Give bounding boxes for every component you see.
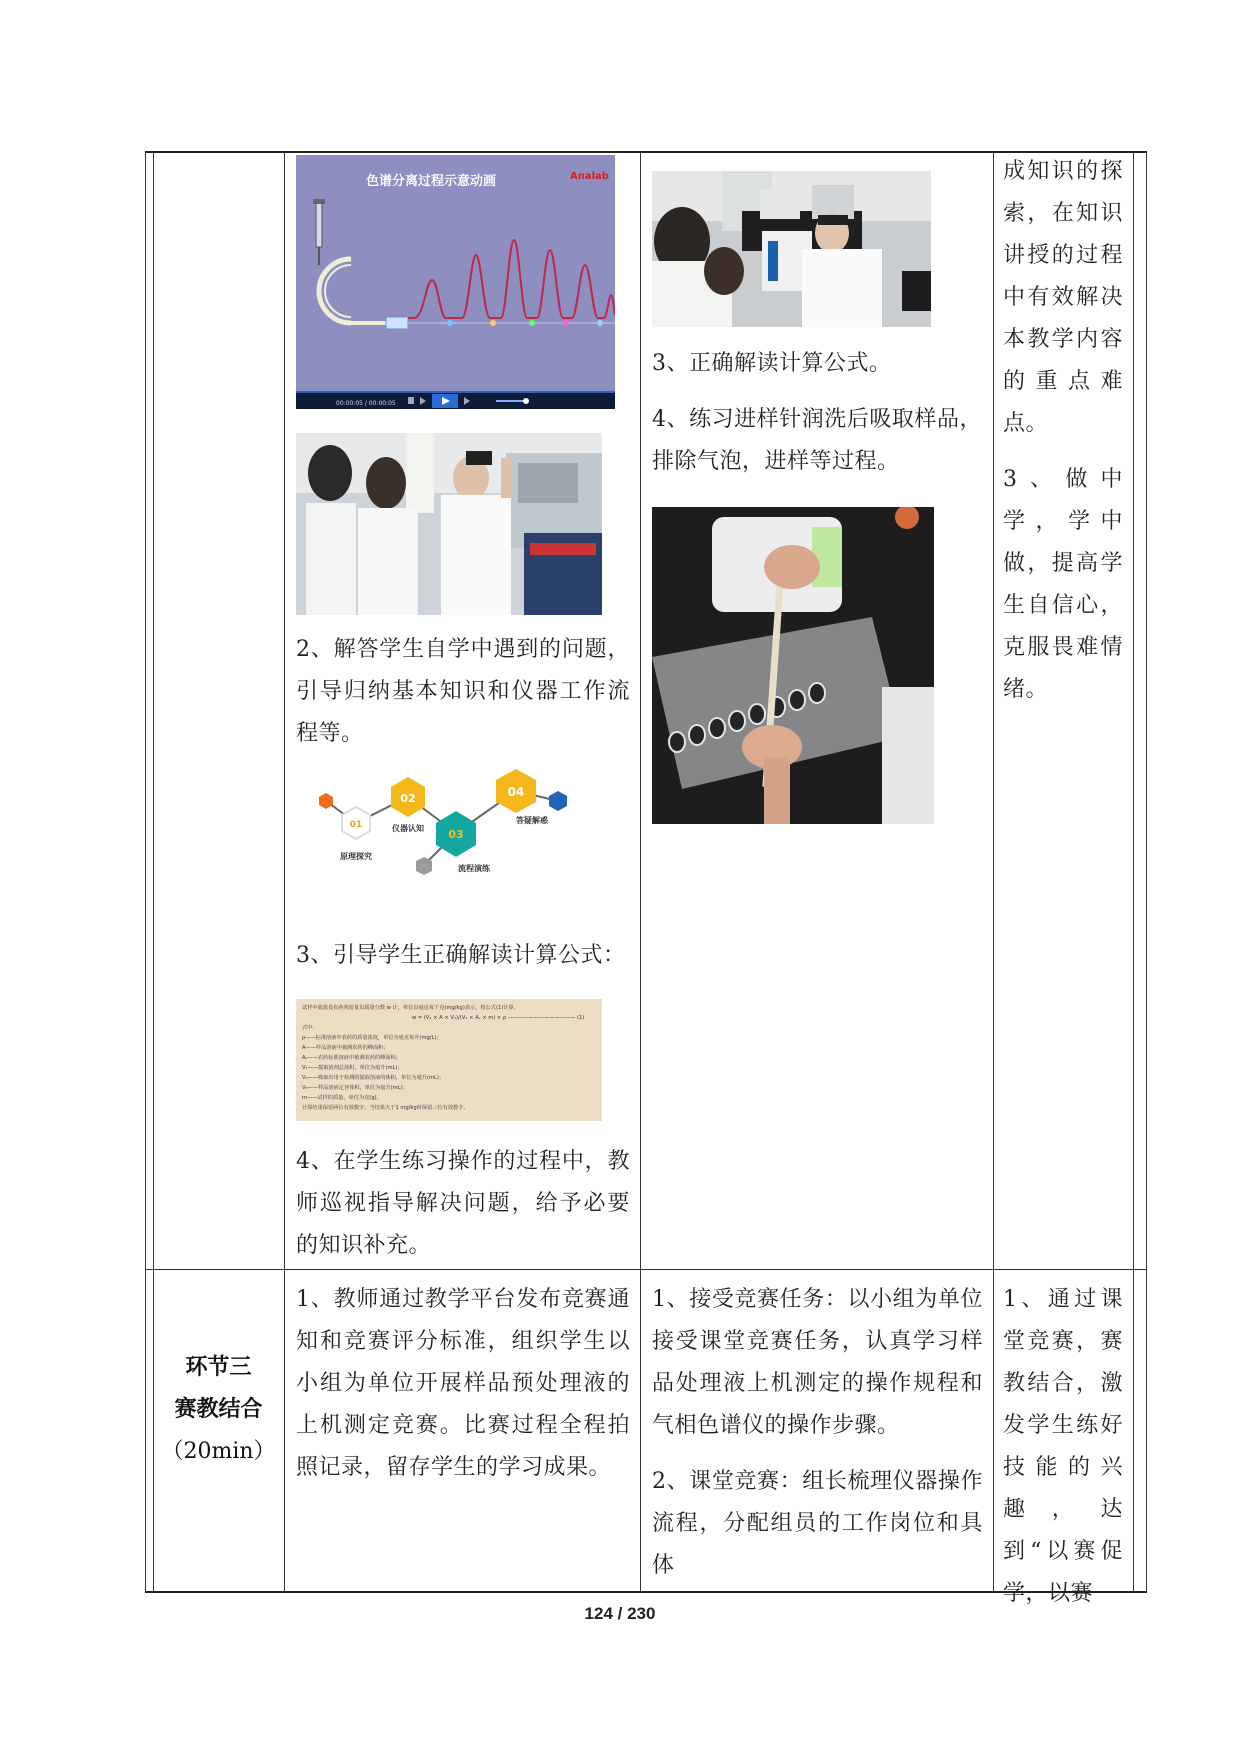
student-activity-cell	[640, 1279, 993, 1587]
paragraph: 1、通过课堂竞赛，赛教结合，激发学生练好技能的兴趣，达到“以赛促学，以赛	[1003, 1287, 1123, 1606]
formula-line: Aₛ——农药标准溶液中被测农药的峰面积；	[302, 1055, 401, 1061]
paragraph: 3、做中学，学中做，提高学生自信心，克服畏难情绪。	[1003, 467, 1123, 702]
flow-step-4-number: 04	[507, 785, 525, 799]
paragraph: 3、正确解读计算公式。	[652, 351, 892, 376]
paragraph: 4、在学生练习操作的过程中，教师巡视指导解决问题，给予必要的知识补充。	[296, 1149, 630, 1258]
syringe-sampling-photo	[652, 507, 934, 824]
student-activity-cell	[640, 151, 993, 1269]
stage-duration: （20min）	[161, 1439, 276, 1464]
page-separator: /	[612, 1604, 628, 1623]
teacher-step-4	[296, 1141, 630, 1267]
chromatography-animation-image	[296, 155, 615, 409]
design-intent-cell	[993, 151, 1133, 1269]
page-number	[0, 1604, 1240, 1624]
student-practice-photo-graphic	[652, 171, 931, 327]
paragraph: 3、引导学生正确解读计算公式：	[296, 943, 626, 968]
flow-step-4-label: 答疑解惑	[516, 816, 548, 825]
analab-logo: Analab	[570, 171, 609, 182]
lab-teaching-photo-graphic	[296, 433, 602, 615]
stage-label-cell	[153, 1269, 284, 1591]
paragraph: 2、课堂竞赛：组长梳理仪器操作流程，分配组员的工作岗位和具体	[652, 1469, 983, 1578]
flow-step-3-label: 流程演练	[458, 864, 490, 873]
teacher-activity-cell	[284, 1279, 640, 1489]
design-intent-cell	[993, 1279, 1133, 1615]
row-divider	[145, 1269, 1147, 1270]
formula-line: 试样中敌敌畏农药残留量以质量分数 w 计，单位以毫克每千克(mg/kg)表示，按公式(1)计算。	[302, 1005, 519, 1011]
flow-step-2-number: 02	[400, 792, 416, 805]
flow-step-3-number: 03	[448, 828, 464, 841]
page-current: 124	[584, 1604, 613, 1623]
paragraph: 1、接受竞赛任务：以小组为单位接受课堂竞赛任务，认真学习样品处理液上机测定的操作规程和气相色谱仪的操作步骤。	[652, 1287, 983, 1438]
video-time-readout: 00:00:05 / 00:00:05	[336, 400, 396, 407]
formula-line: V₃——样品溶液定容体积，单位为毫升(mL)；	[302, 1085, 408, 1091]
paragraph: 成知识的探索，在知识讲授的过程中有效解决本教学内容的重点难点。	[1003, 159, 1123, 436]
table-border-right	[1146, 151, 1147, 1593]
paragraph: 2、解答学生自学中遇到的问题，引导归纳基本知识和仪器工作流程等。	[296, 637, 630, 746]
formula-line: 计算结果保留两位有效数字，当结果大于1 mg/kg时保留三位有效数字。	[302, 1105, 469, 1111]
lab-teaching-photo	[296, 433, 602, 615]
teacher-step-3	[296, 935, 630, 977]
formula-line: 式中：	[302, 1025, 318, 1031]
stage-name-line: 赛教结合	[174, 1397, 263, 1422]
learning-flow-diagram	[296, 761, 586, 891]
learning-flow-graphic	[296, 761, 586, 891]
table-border-left	[145, 151, 146, 1593]
lesson-plan-table	[145, 151, 1147, 1606]
flow-step-1-label: 原理探究	[340, 852, 372, 861]
formula-line: V₂——吸取出用于检测的提取溶液的体积，单位为毫升(mL)；	[302, 1075, 445, 1081]
stage-name-line: 环节三	[185, 1355, 252, 1380]
paragraph: 4、练习进样针润洗后吸取样品，排除气泡，进样等过程。	[652, 407, 982, 474]
flow-step-1-number: 01	[349, 820, 363, 830]
teacher-activity-cell	[284, 151, 640, 1269]
formula-line: A——样品溶液中被测农药的峰面积；	[302, 1045, 389, 1051]
calculation-formula-image	[296, 999, 602, 1121]
flow-step-2-label: 仪器认知	[392, 824, 424, 833]
chromatography-animation-graphic	[296, 155, 615, 409]
formula-line: m——试样的质量，单位为克(g)。	[302, 1095, 382, 1101]
table-border-right-inner	[1133, 151, 1134, 1593]
formula-line: V₁——提取溶剂总体积，单位为毫升(mL)；	[302, 1065, 403, 1071]
formula-line: w = (V₁ × A × V₃)/(V₂ × Aₛ × m) × ρ ————————————— (1)	[412, 1015, 585, 1021]
student-steps-row1	[652, 343, 982, 483]
paragraph: 1、教师通过教学平台发布竞赛通知和竞赛评分标准，组织学生以小组为单位开展样品预处理液的上机测定竞赛。比赛过程全程拍照记录，留存学生的学习成果。	[296, 1287, 630, 1480]
student-practice-photo	[652, 171, 931, 327]
animation-title: 色谱分离过程示意动画	[366, 174, 497, 189]
teacher-step-2	[296, 629, 630, 755]
page-total: 230	[627, 1604, 656, 1623]
syringe-sampling-photo-graphic	[652, 507, 934, 824]
formula-line: ρ——标准溶液中农药的质量浓度，单位为毫克每升(mg/L)；	[302, 1035, 442, 1041]
